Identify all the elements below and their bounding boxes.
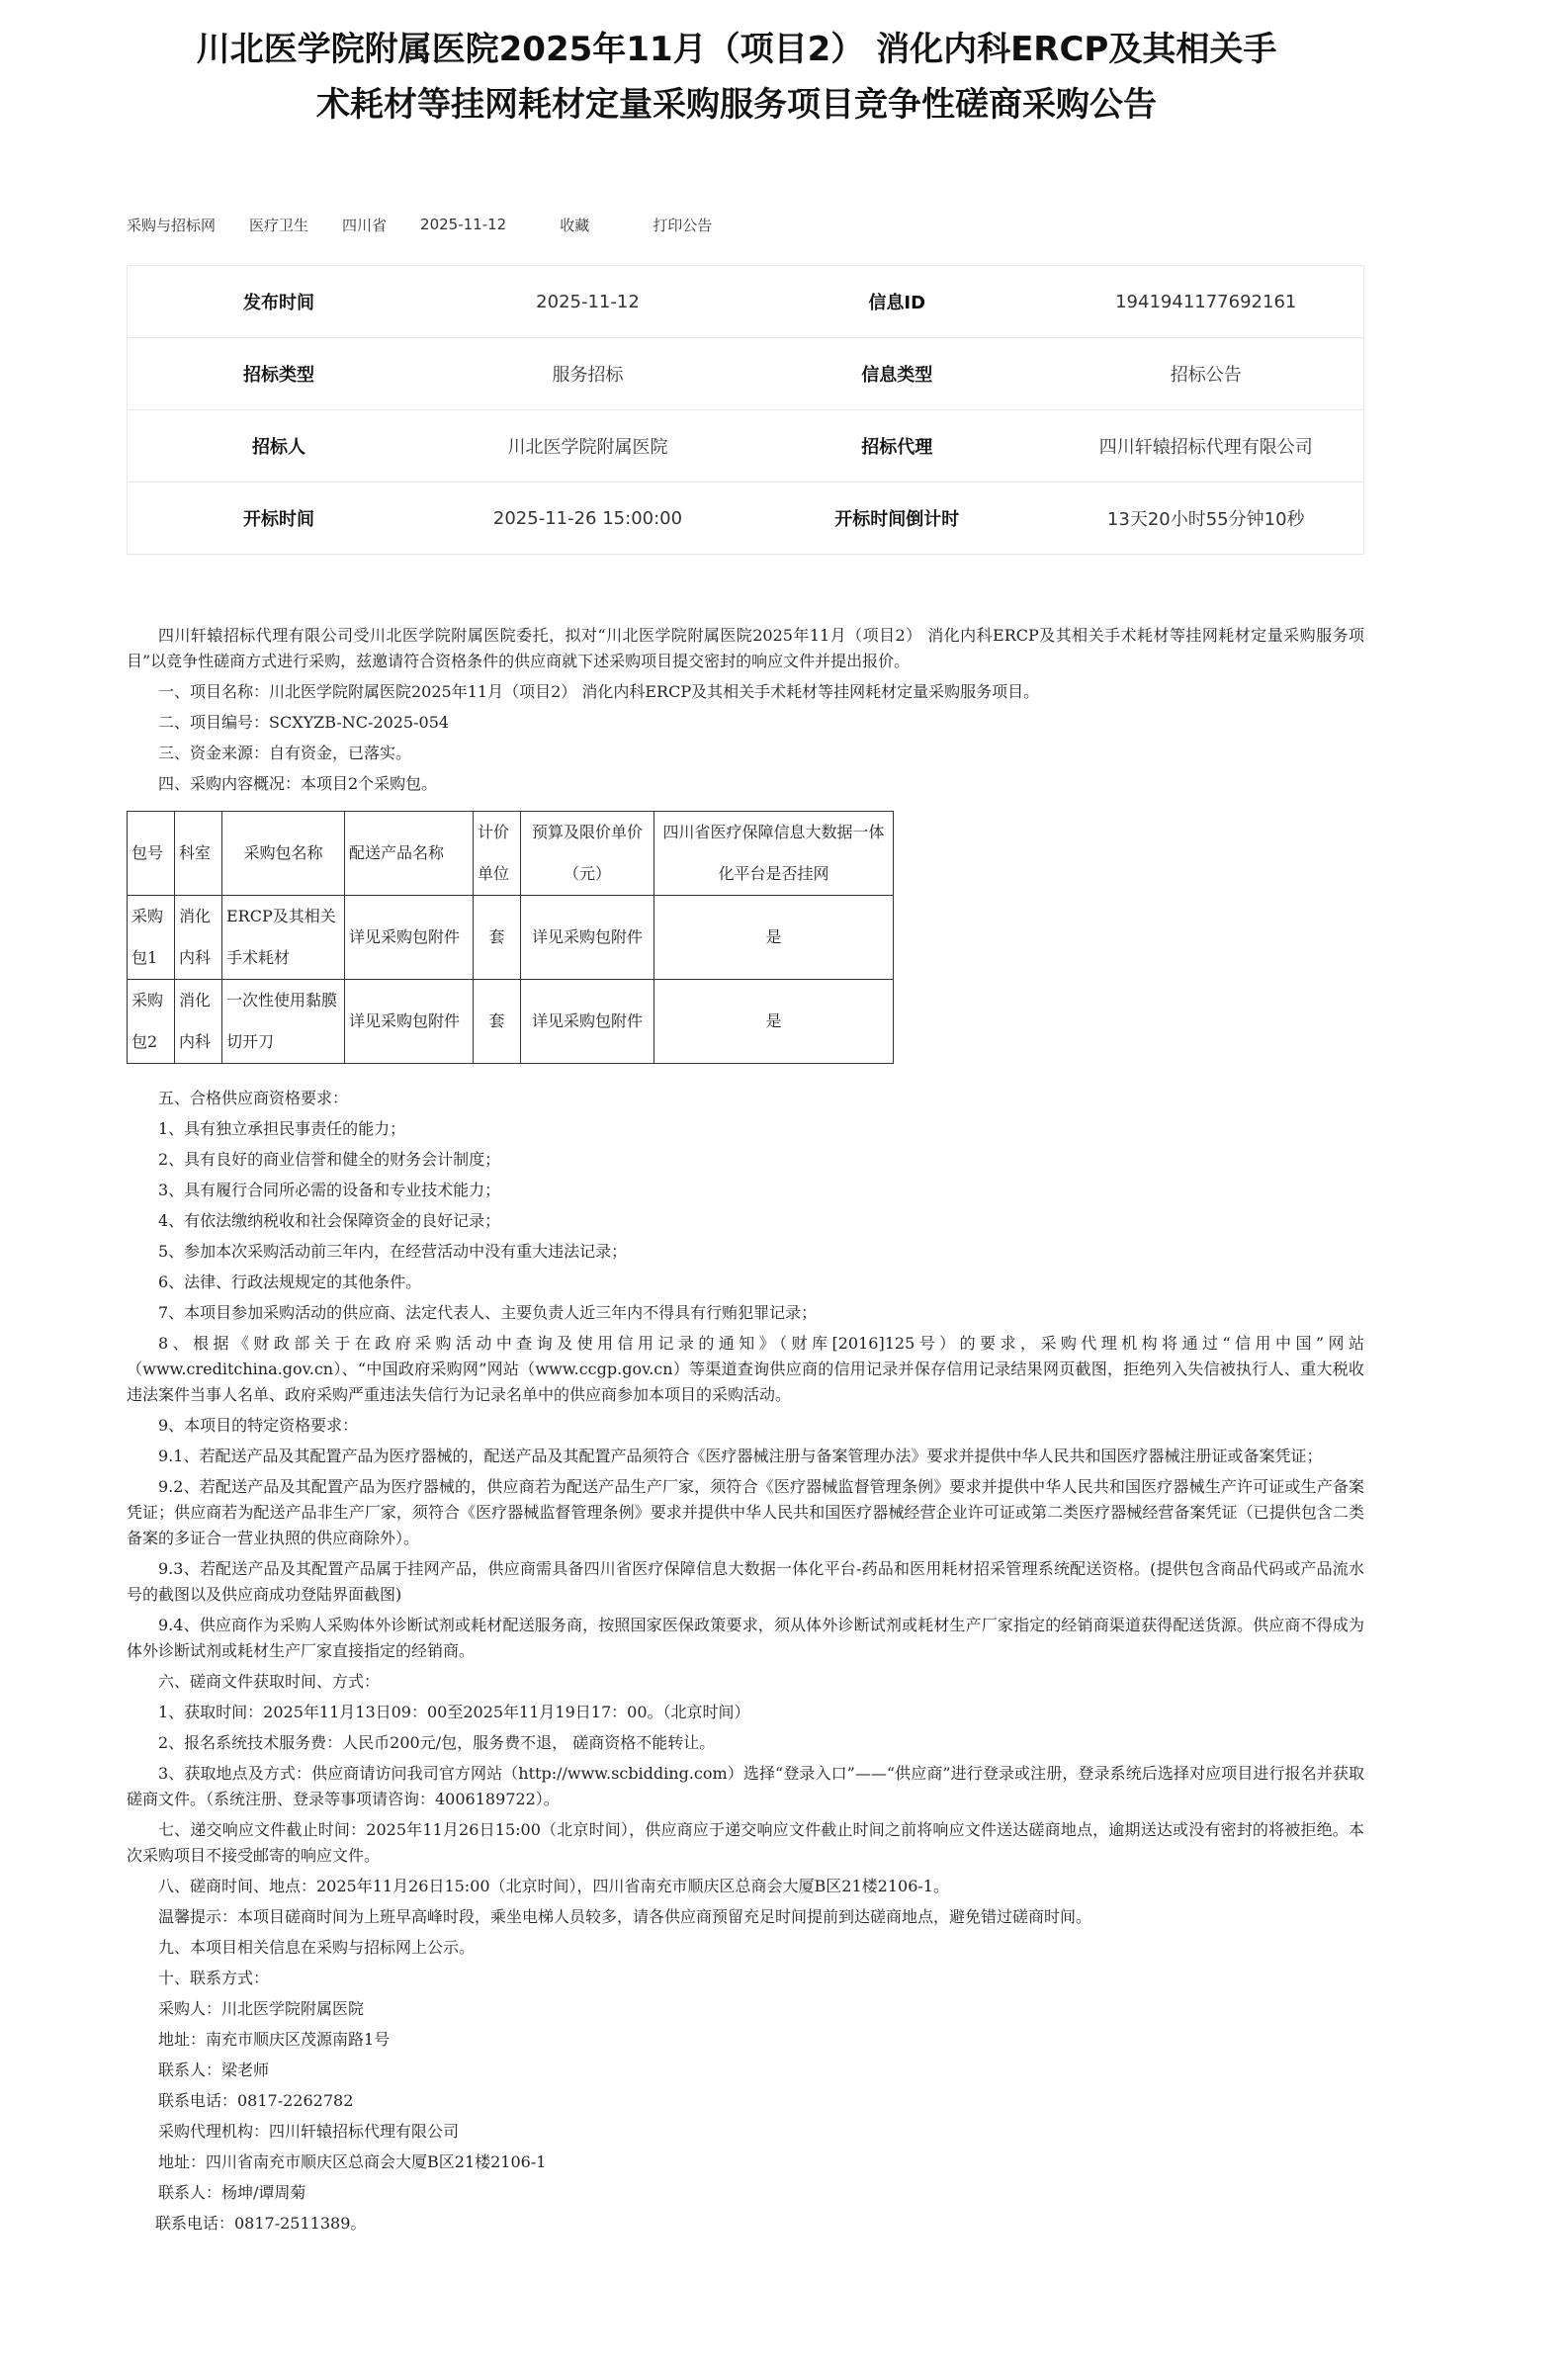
contact-line: 十、联系方式：: [158, 1969, 270, 1987]
section-paragraph: 8、根据《财政部关于在政府采购活动中查询及使用信用记录的通知》（财库[2016]125号）的要求，采购代理机构将通过“信用中国”网站（www.creditchina.gov.cn）、“中国政府采购网”网站（www.ccgp.gov.cn）等渠道查询供应商的信用记录并保存信用记录结果网页截图，拒绝列入失信被执行人、重大税收违法案件当事人名单、政府采购严重违法失信行为记录名单中的供应商参加本项目的采购活动。: [127, 1334, 1364, 1404]
section-paragraph: 八、磋商时间、地点：2025年11月26日15:00（北京时间），四川省南充市顺庆区总商会大厦B区21楼2106-1。: [158, 1877, 949, 1895]
package-table: [127, 811, 894, 1064]
meta-source-link[interactable]: 采购与招标网: [127, 216, 217, 234]
info-key: 开标时间倒计时: [745, 483, 1048, 555]
package-cell: 采购包2: [128, 980, 175, 1064]
info-table: [127, 265, 1364, 555]
section-paragraph: 3、获取地点及方式：供应商请访问我司官方网站（http://www.scbidding.com）选择“登录入口”——“供应商”进行登录或注册，登录系统后选择对应项目进行报名并获取磋商文件。（系统注册、登录等事项请咨询：4006189722）。: [127, 1764, 1364, 1808]
intro-paragraph: 一、项目名称：川北医学院附属医院2025年11月（项目2） 消化内科ERCP及其相关手术耗材等挂网耗材定量采购服务项目。: [158, 682, 1040, 701]
announcement-body: [127, 623, 1364, 2241]
info-value: 1941941177692161: [1048, 266, 1363, 338]
section-paragraph: 7、本项目参加采购活动的供应商、法定代表人、主要负责人近三年内不得具有行贿犯罪记录；: [158, 1303, 818, 1322]
info-key: 招标类型: [128, 338, 430, 410]
package-row: [128, 980, 894, 1064]
info-value: 四川轩辕招标代理有限公司: [1048, 410, 1363, 483]
section-paragraph: 2、具有良好的商业信誉和健全的财务会计制度；: [158, 1150, 501, 1169]
info-value: 2025-11-12: [430, 266, 745, 338]
section-paragraph: 2、报名系统技术服务费：人民币200元/包，服务费不退， 磋商资格不能转让。: [158, 1733, 716, 1752]
package-header-cell: 配送产品名称: [345, 812, 474, 896]
favorite-button[interactable]: 收藏: [560, 216, 590, 234]
package-header-cell: 包号: [128, 812, 175, 896]
title-line-1: 川北医学院附属医院2025年11月（项目2） 消化内科ERCP及其相关手: [196, 30, 1277, 69]
intro-paragraph: 四、采购内容概况：本项目2个采购包。: [158, 774, 438, 793]
meta-region-link[interactable]: 四川省: [342, 216, 388, 234]
info-value: 招标公告: [1048, 338, 1363, 410]
section-paragraph: 1、获取时间：2025年11月13日09：00至2025年11月19日17：00。（北京时间）: [158, 1703, 750, 1721]
info-key: 信息类型: [745, 338, 1048, 410]
section-paragraph: 1、具有独立承担民事责任的能力；: [158, 1119, 406, 1138]
section-paragraph: 五、合格供应商资格要求：: [158, 1089, 349, 1107]
contact-line: 地址：四川省南充市顺庆区总商会大厦B区21楼2106-1: [158, 2152, 547, 2171]
package-cell: 套: [474, 980, 521, 1064]
section-paragraph: 9.2、若配送产品及其配置产品为医疗器械的，供应商若为配送产品生产厂家，须符合《医疗器械监督管理条例》要求并提供中华人民共和国医疗器械生产许可证或生产备案凭证；供应商若为配送产品非生产厂家，须符合《医疗器械监督管理条例》要求并提供中华人民共和国医疗器械经营企业许可证或第二类医疗器械经营备案凭证（已提供包含二类备案的多证合一营业执照的供应商除外）。: [127, 1477, 1364, 1547]
intro-paragraph: 四川轩辕招标代理有限公司受川北医学院附属医院委托，拟对“川北医学院附属医院2025年11月（项目2） 消化内科ERCP及其相关手术耗材等挂网耗材定量采购服务项目”以竞争性磋商方式进行采购，兹邀请符合资格条件的供应商就下述采购项目提交密封的响应文件并提出报价。: [127, 626, 1364, 670]
package-header-cell: 四川省医疗保障信息大数据一体化平台是否挂网: [654, 812, 894, 896]
info-value: 2025-11-26 15:00:00: [430, 483, 745, 555]
package-header-cell: 预算及限价单价（元）: [521, 812, 654, 896]
package-header-cell: 采购包名称: [222, 812, 345, 896]
intro-paragraph: 二、项目编号：SCXYZB-NC-2025-054: [158, 713, 450, 732]
contact-line: 联系人：梁老师: [158, 2061, 270, 2079]
package-cell: 是: [654, 896, 894, 980]
package-header-cell: 计价单位: [474, 812, 521, 896]
meta-bar: [127, 213, 745, 236]
section-paragraph: 六、磋商文件获取时间、方式：: [158, 1672, 381, 1691]
info-row: [128, 483, 1364, 555]
package-cell: 详见采购包附件: [345, 896, 474, 980]
section-paragraph: 9.1、若配送产品及其配置产品为医疗器械的，配送产品及其配置产品须符合《医疗器械注册与备案管理办法》要求并提供中华人民共和国医疗器械注册证或备案凭证；: [158, 1447, 1323, 1465]
package-cell: 详见采购包附件: [345, 980, 474, 1064]
section-paragraph: 3、具有履行合同所必需的设备和专业技术能力；: [158, 1181, 501, 1199]
countdown-value: 13天20小时55分钟10秒: [1048, 483, 1363, 555]
print-button[interactable]: 打印公告: [653, 216, 713, 234]
section-paragraph: 9.3、若配送产品及其配置产品属于挂网产品，供应商需具备四川省医疗保障信息大数据一体化平台-药品和医用耗材招采管理系统配送资格。(提供包含商品代码或产品流水号的截图以及供应商成功登陆界面截图): [127, 1559, 1364, 1604]
info-row: [128, 410, 1364, 483]
package-cell: 是: [654, 980, 894, 1064]
info-key: 信息ID: [745, 266, 1048, 338]
contact-line: 联系人：杨坤/谭周菊: [158, 2183, 306, 2202]
contact-phone-line: 联系电话：0817-2511389。: [155, 2214, 367, 2233]
package-header-cell: 科室: [175, 812, 222, 896]
info-key: 招标人: [128, 410, 430, 483]
title-line-2: 术耗材等挂网耗材定量采购服务项目竞争性磋商采购公告: [316, 85, 1157, 125]
page-title: [119, 22, 1354, 132]
section-paragraph: 9.4、供应商作为采购人采购体外诊断试剂或耗材配送服务商，按照国家医保政策要求，须从体外诊断试剂或耗材生产厂家指定的经销商渠道获得配送货源。供应商不得成为体外诊断试剂或耗材生产厂家直接指定的经销商。: [127, 1616, 1364, 1660]
package-cell: 采购包1: [128, 896, 175, 980]
contact-line: 采购人：川北医学院附属医院: [158, 1999, 365, 2018]
package-cell: 消化内科: [175, 896, 222, 980]
info-key: 发布时间: [128, 266, 430, 338]
section-paragraph: 5、参加本次采购活动前三年内，在经营活动中没有重大违法记录；: [158, 1242, 628, 1261]
package-cell: 一次性使用黏膜切开刀: [222, 980, 345, 1064]
contact-line: 联系电话：0817-2262782: [158, 2091, 354, 2110]
package-cell: 消化内科: [175, 980, 222, 1064]
package-cell: 套: [474, 896, 521, 980]
info-row: [128, 338, 1364, 410]
section-paragraph: 6、法律、行政法规规定的其他条件。: [158, 1272, 422, 1291]
contact-line: 地址：南充市顺庆区茂源南路1号: [158, 2030, 391, 2049]
section-paragraph: 七、递交响应文件截止时间：2025年11月26日15:00（北京时间），供应商应于递交响应文件截止时间之前将响应文件送达磋商地点，逾期送达或没有密封的将被拒绝。本次采购项目不接受邮寄的响应文件。: [127, 1820, 1364, 1865]
section-paragraph: 九、本项目相关信息在采购与招标网上公示。: [158, 1938, 476, 1957]
info-key: 开标时间: [128, 483, 430, 555]
contact-line: 采购代理机构：四川轩辕招标代理有限公司: [158, 2122, 460, 2141]
meta-category-link[interactable]: 医疗卫生: [249, 216, 309, 234]
package-row: [128, 896, 894, 980]
info-value: 川北医学院附属医院: [430, 410, 745, 483]
package-header-row: [128, 812, 894, 896]
info-key: 招标代理: [745, 410, 1048, 483]
intro-paragraph: 三、资金来源：自有资金，已落实。: [158, 744, 412, 762]
package-cell: 详见采购包附件: [521, 896, 654, 980]
package-cell: 详见采购包附件: [521, 980, 654, 1064]
meta-date: 2025-11-12: [420, 216, 507, 233]
info-row: [128, 266, 1364, 338]
info-value: 服务招标: [430, 338, 745, 410]
section-paragraph: 温馨提示：本项目磋商时间为上班早高峰时段，乘坐电梯人员较多，请各供应商预留充足时间提前到达磋商地点，避免错过磋商时间。: [158, 1907, 1092, 1926]
package-cell: ERCP及其相关手术耗材: [222, 896, 345, 980]
section-paragraph: 9、本项目的特定资格要求：: [158, 1416, 359, 1435]
section-paragraph: 4、有依法缴纳税收和社会保障资金的良好记录；: [158, 1211, 501, 1230]
